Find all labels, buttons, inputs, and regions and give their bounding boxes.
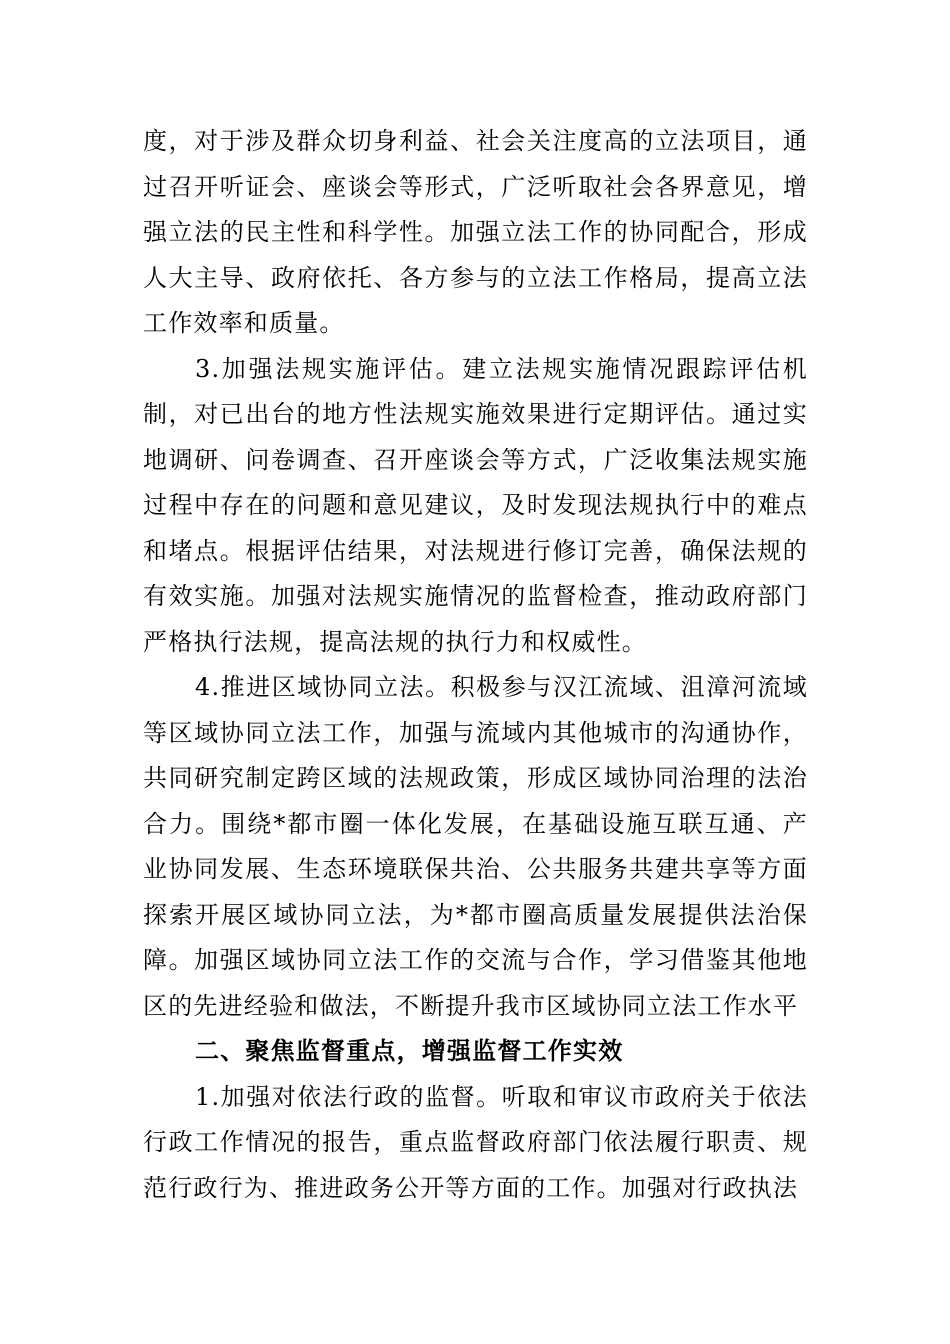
document-body xyxy=(143,119,808,1211)
paragraph-regulation-evaluation: 3.加强法规实施评估。建立法规实施情况跟踪评估机制，对已出台的地方性法规实施效果进行定期评估。通过实地调研、问卷调查、召开座谈会等方式，广泛收集法规实施过程中存在的问题和意见建议，及时发现法规执行中的难点和堵点。根据评估结果，对法规进行修订完善，确保法规的有效实施。加强对法规实施情况的监督检查，推动政府部门严格执行法规，提高法规的执行力和权威性。 xyxy=(143,354,808,656)
section-heading: 二、聚焦监督重点，增强监督工作实效 xyxy=(195,1037,624,1065)
paragraph-administration-supervision: 1.加强对依法行政的监督。听取和审议市政府关于依法行政工作情况的报告，重点监督政府部门依法履行职责、规范行政行为、推进政务公开等方面的工作。加强对行政执法 xyxy=(143,1082,808,1202)
paragraph-regional-legislation: 4.推进区域协同立法。积极参与汉江流域、沮漳河流域等区域协同立法工作，加强与流域内其他城市的沟通协作，共同研究制定跨区域的法规政策，形成区域协同治理的法治合力。围绕*都市圈一体化发展，在基础设施互联互通、产业协同发展、生态环境联保共治、公共服务共建共享等方面探索开展区域协同立法，为*都市圈高质量发展提供法治保障。加强区域协同立法工作的交流与合作，学习借鉴其他地区的先进经验和做法，不断提升我市区域协同立法工作水平 xyxy=(143,673,808,1020)
paragraph-continuation: 度，对于涉及群众切身利益、社会关注度高的立法项目，通过召开听证会、座谈会等形式，广泛听取社会各界意见，增强立法的民主性和科学性。加强立法工作的协同配合，形成人大主导、政府依托、各方参与的立法工作格局，提高立法工作效率和质量。 xyxy=(143,127,808,337)
